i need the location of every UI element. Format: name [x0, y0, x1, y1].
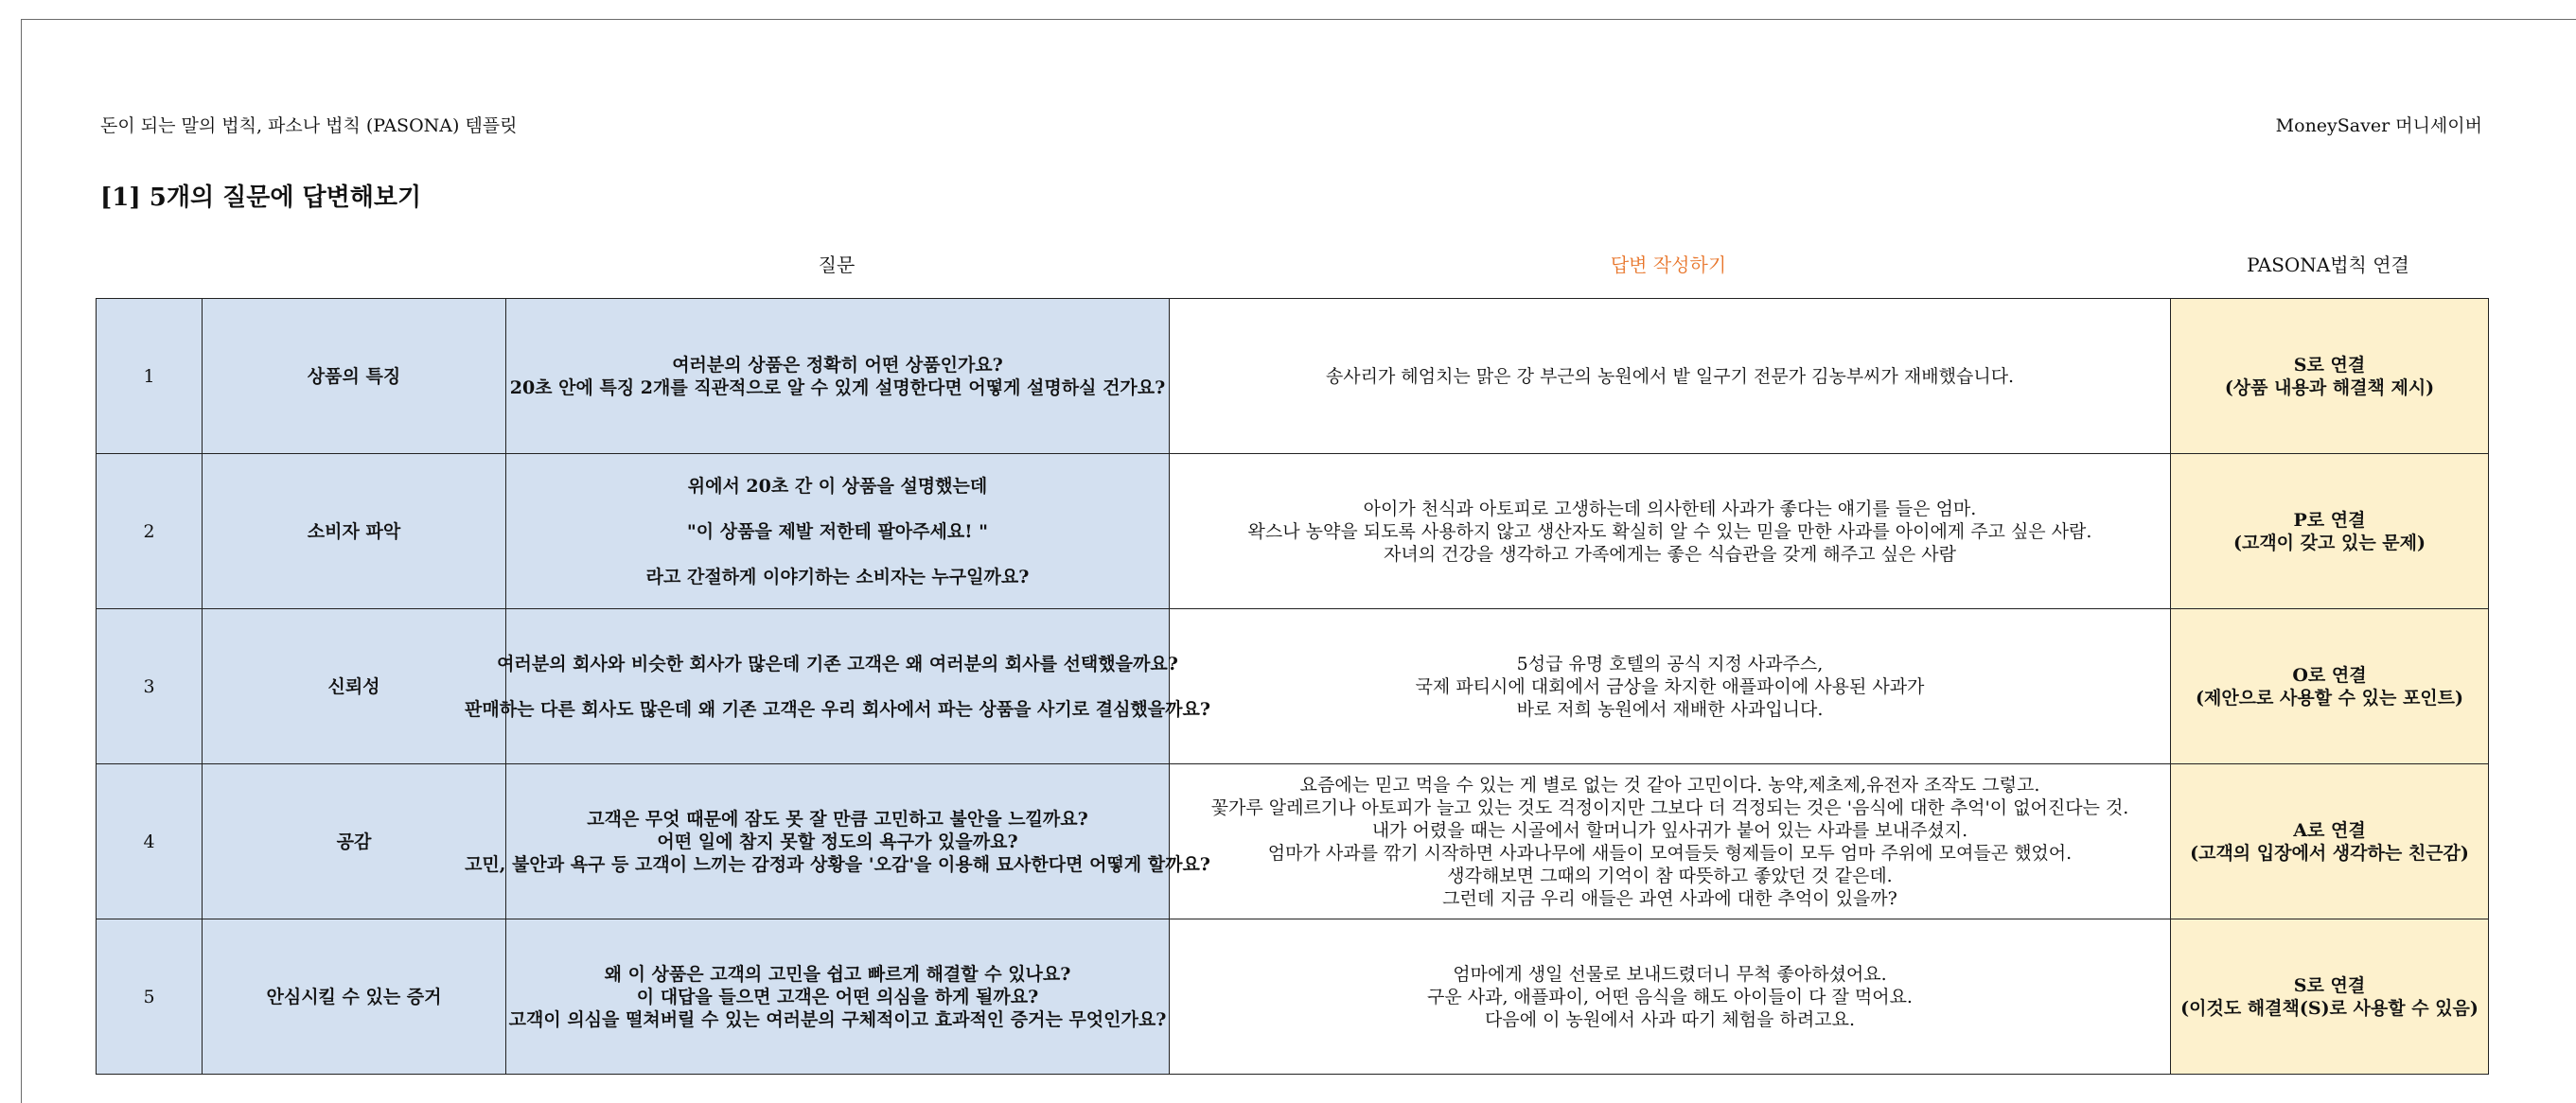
column-header-pasona-link: PASONA법칙 연결 [2247, 254, 2409, 276]
answer-cell[interactable] [1170, 764, 2171, 919]
answer-line: 생각해보면 그때의 기억이 참 따뜻하고 좋았던 것 같은데. [1447, 865, 1893, 886]
question-line: 여러분의 상품은 정확히 어떤 상품인가요? [672, 354, 1003, 376]
row-number-cell[interactable]: 2 [97, 454, 203, 609]
pasona-link-line: (상품 내용과 해결책 제시) [2224, 376, 2435, 398]
question-line: 판매하는 다른 회사도 많은데 왜 기존 고객은 우리 회사에서 파는 상품을 사기로 결심했을까요? [465, 698, 1210, 720]
topic-cell[interactable]: 안심시킬 수 있는 증거 [203, 919, 506, 1075]
question-cell[interactable] [506, 919, 1170, 1075]
answer-line: 그런데 지금 우리 애들은 과연 사과에 대한 추억이 있을까? [1442, 887, 1897, 909]
pasona-link-cell[interactable] [2171, 764, 2489, 919]
pasona-link-line: P로 연결 [2293, 509, 2366, 531]
topic-cell[interactable]: 상품의 특징 [203, 299, 506, 454]
answer-line: 바로 저희 농원에서 재배한 사과입니다. [1516, 698, 1824, 720]
table-row [97, 299, 2489, 454]
pasona-link-line: (고객이 갖고 있는 문제) [2232, 532, 2426, 553]
answer-cell[interactable] [1170, 609, 2171, 764]
question-cell[interactable] [506, 299, 1170, 454]
table-row [97, 764, 2489, 919]
answer-cell[interactable] [1170, 299, 2171, 454]
question-cell[interactable] [465, 609, 1210, 764]
question-line: 고객은 무엇 때문에 잠도 못 잘 만큼 고민하고 불안을 느낄까요? [587, 808, 1088, 830]
question-cell[interactable] [465, 764, 1210, 919]
pasona-link-line: (이것도 해결책(S)로 사용할 수 있음) [2180, 997, 2479, 1019]
question-line: 20초 안에 특징 2개를 직관적으로 알 수 있게 설명한다면 어떻게 설명하실 건가요? [509, 376, 1166, 398]
topic-cell[interactable]: 신뢰성 [203, 609, 506, 764]
pasona-link-line: O로 연결 [2292, 664, 2367, 686]
pasona-link-line: S로 연결 [2293, 974, 2366, 996]
answer-line: 아이가 천식과 아토피로 고생하는데 의사한테 사과가 좋다는 얘기를 들은 엄마. [1363, 498, 1977, 519]
pasona-link-line: (고객의 입장에서 생각하는 친근감) [2190, 842, 2469, 864]
table-row [97, 454, 2489, 609]
column-header-question: 질문 [818, 254, 856, 276]
row-number-cell[interactable]: 1 [97, 299, 203, 454]
answer-line: 왁스나 농약을 되도록 사용하지 않고 생산자도 확실히 알 수 있는 믿을 만한 사과를 아이에게 주고 싶은 사람. [1247, 520, 2092, 542]
pasona-link-cell[interactable] [2171, 609, 2489, 764]
question-line: 위에서 20초 간 이 상품을 설명했는데 [687, 475, 988, 497]
answer-line: 5성급 유명 호텔의 공식 지정 사과주스, [1516, 653, 1824, 674]
question-line: 고민, 불안과 욕구 등 고객이 느끼는 감정과 상황을 '오감'을 이용해 묘사한다면 어떻게 할까요? [465, 853, 1210, 875]
brand-name: MoneySaver 머니세이버 [2275, 115, 2482, 136]
topic-cell[interactable]: 소비자 파악 [203, 454, 506, 609]
answer-line: 송사리가 헤엄치는 맑은 강 부근의 농원에서 밭 일구기 전문가 김농부씨가 재배했습니다. [1325, 365, 2015, 387]
question-cell[interactable] [506, 454, 1170, 609]
answer-cell[interactable] [1170, 919, 2171, 1075]
answer-line: 내가 어렸을 때는 시골에서 할머니가 잎사귀가 붙어 있는 사과를 보내주셨지. [1371, 819, 1968, 841]
answer-line: 자녀의 건강을 생각하고 가족에게는 좋은 식습관을 갖게 해주고 싶은 사람 [1384, 543, 1956, 565]
row-number-cell[interactable]: 3 [97, 609, 203, 764]
question-line: 고객이 의심을 떨쳐버릴 수 있는 여러분의 구체적이고 효과적인 증거는 무엇인가요? [508, 1008, 1167, 1030]
pasona-link-line: (제안으로 사용할 수 있는 포인트) [2195, 687, 2464, 709]
column-header-answer: 답변 작성하기 [1610, 254, 1727, 276]
answer-line: 요즘에는 믿고 먹을 수 있는 게 별로 없는 것 같아 고민이다. 농약,제초제,유전자 조작도 그렇고. [1299, 774, 2040, 796]
pasona-link-cell[interactable] [2171, 919, 2489, 1075]
answer-line: 구운 사과, 애플파이, 어떤 음식을 해도 아이들이 다 잘 먹어요. [1427, 986, 1913, 1007]
answer-line: 엄마에게 생일 선물로 보내드렸더니 무척 좋아하셨어요. [1453, 963, 1887, 985]
document-title: 돈이 되는 말의 법칙, 파소나 법칙 (PASONA) 템플릿 [100, 115, 518, 136]
table-row [97, 609, 2489, 764]
section-title: [1] 5개의 질문에 답변해보기 [100, 184, 422, 212]
question-table [96, 298, 2489, 1075]
pasona-link-line: A로 연결 [2293, 819, 2366, 841]
answer-line: 엄마가 사과를 깎기 시작하면 사과나무에 새들이 모여들듯 형제들이 모두 엄마 주위에 모여들곤 했었어. [1267, 842, 2073, 864]
question-line: 여러분의 회사와 비슷한 회사가 많은데 기존 고객은 왜 여러분의 회사를 선택했을까요? [497, 653, 1178, 674]
sheet-top-border [21, 19, 2576, 20]
question-line: 이 대답을 들으면 고객은 어떤 의심을 하게 될까요? [636, 986, 1039, 1007]
answer-cell[interactable] [1170, 454, 2171, 609]
question-line: 어떤 일에 참지 못할 정도의 욕구가 있을까요? [657, 831, 1018, 852]
answer-line: 다음에 이 농원에서 사과 따기 체험을 하려고요. [1484, 1008, 1855, 1030]
pasona-link-cell[interactable] [2171, 299, 2489, 454]
question-line: 왜 이 상품은 고객의 고민을 쉽고 빠르게 해결할 수 있나요? [604, 963, 1071, 985]
answer-line: 국제 파티시에 대회에서 금상을 차지한 애플파이에 사용된 사과가 [1415, 675, 1925, 697]
row-number-cell[interactable]: 4 [97, 764, 203, 919]
pasona-link-cell[interactable] [2171, 454, 2489, 609]
question-line: "이 상품을 제발 저한테 팔아주세요! " [686, 520, 989, 542]
table-row [97, 919, 2489, 1075]
sheet-left-border [21, 19, 22, 1103]
question-line: 라고 간절하게 이야기하는 소비자는 누구일까요? [645, 566, 1030, 587]
row-number-cell[interactable]: 5 [97, 919, 203, 1075]
pasona-link-line: S로 연결 [2293, 354, 2366, 376]
answer-line: 꽃가루 알레르기나 아토피가 늘고 있는 것도 걱정이지만 그보다 더 걱정되는 것은 '음식에 대한 추억'이 없어진다는 것. [1210, 797, 2129, 818]
topic-cell[interactable]: 공감 [203, 764, 506, 919]
